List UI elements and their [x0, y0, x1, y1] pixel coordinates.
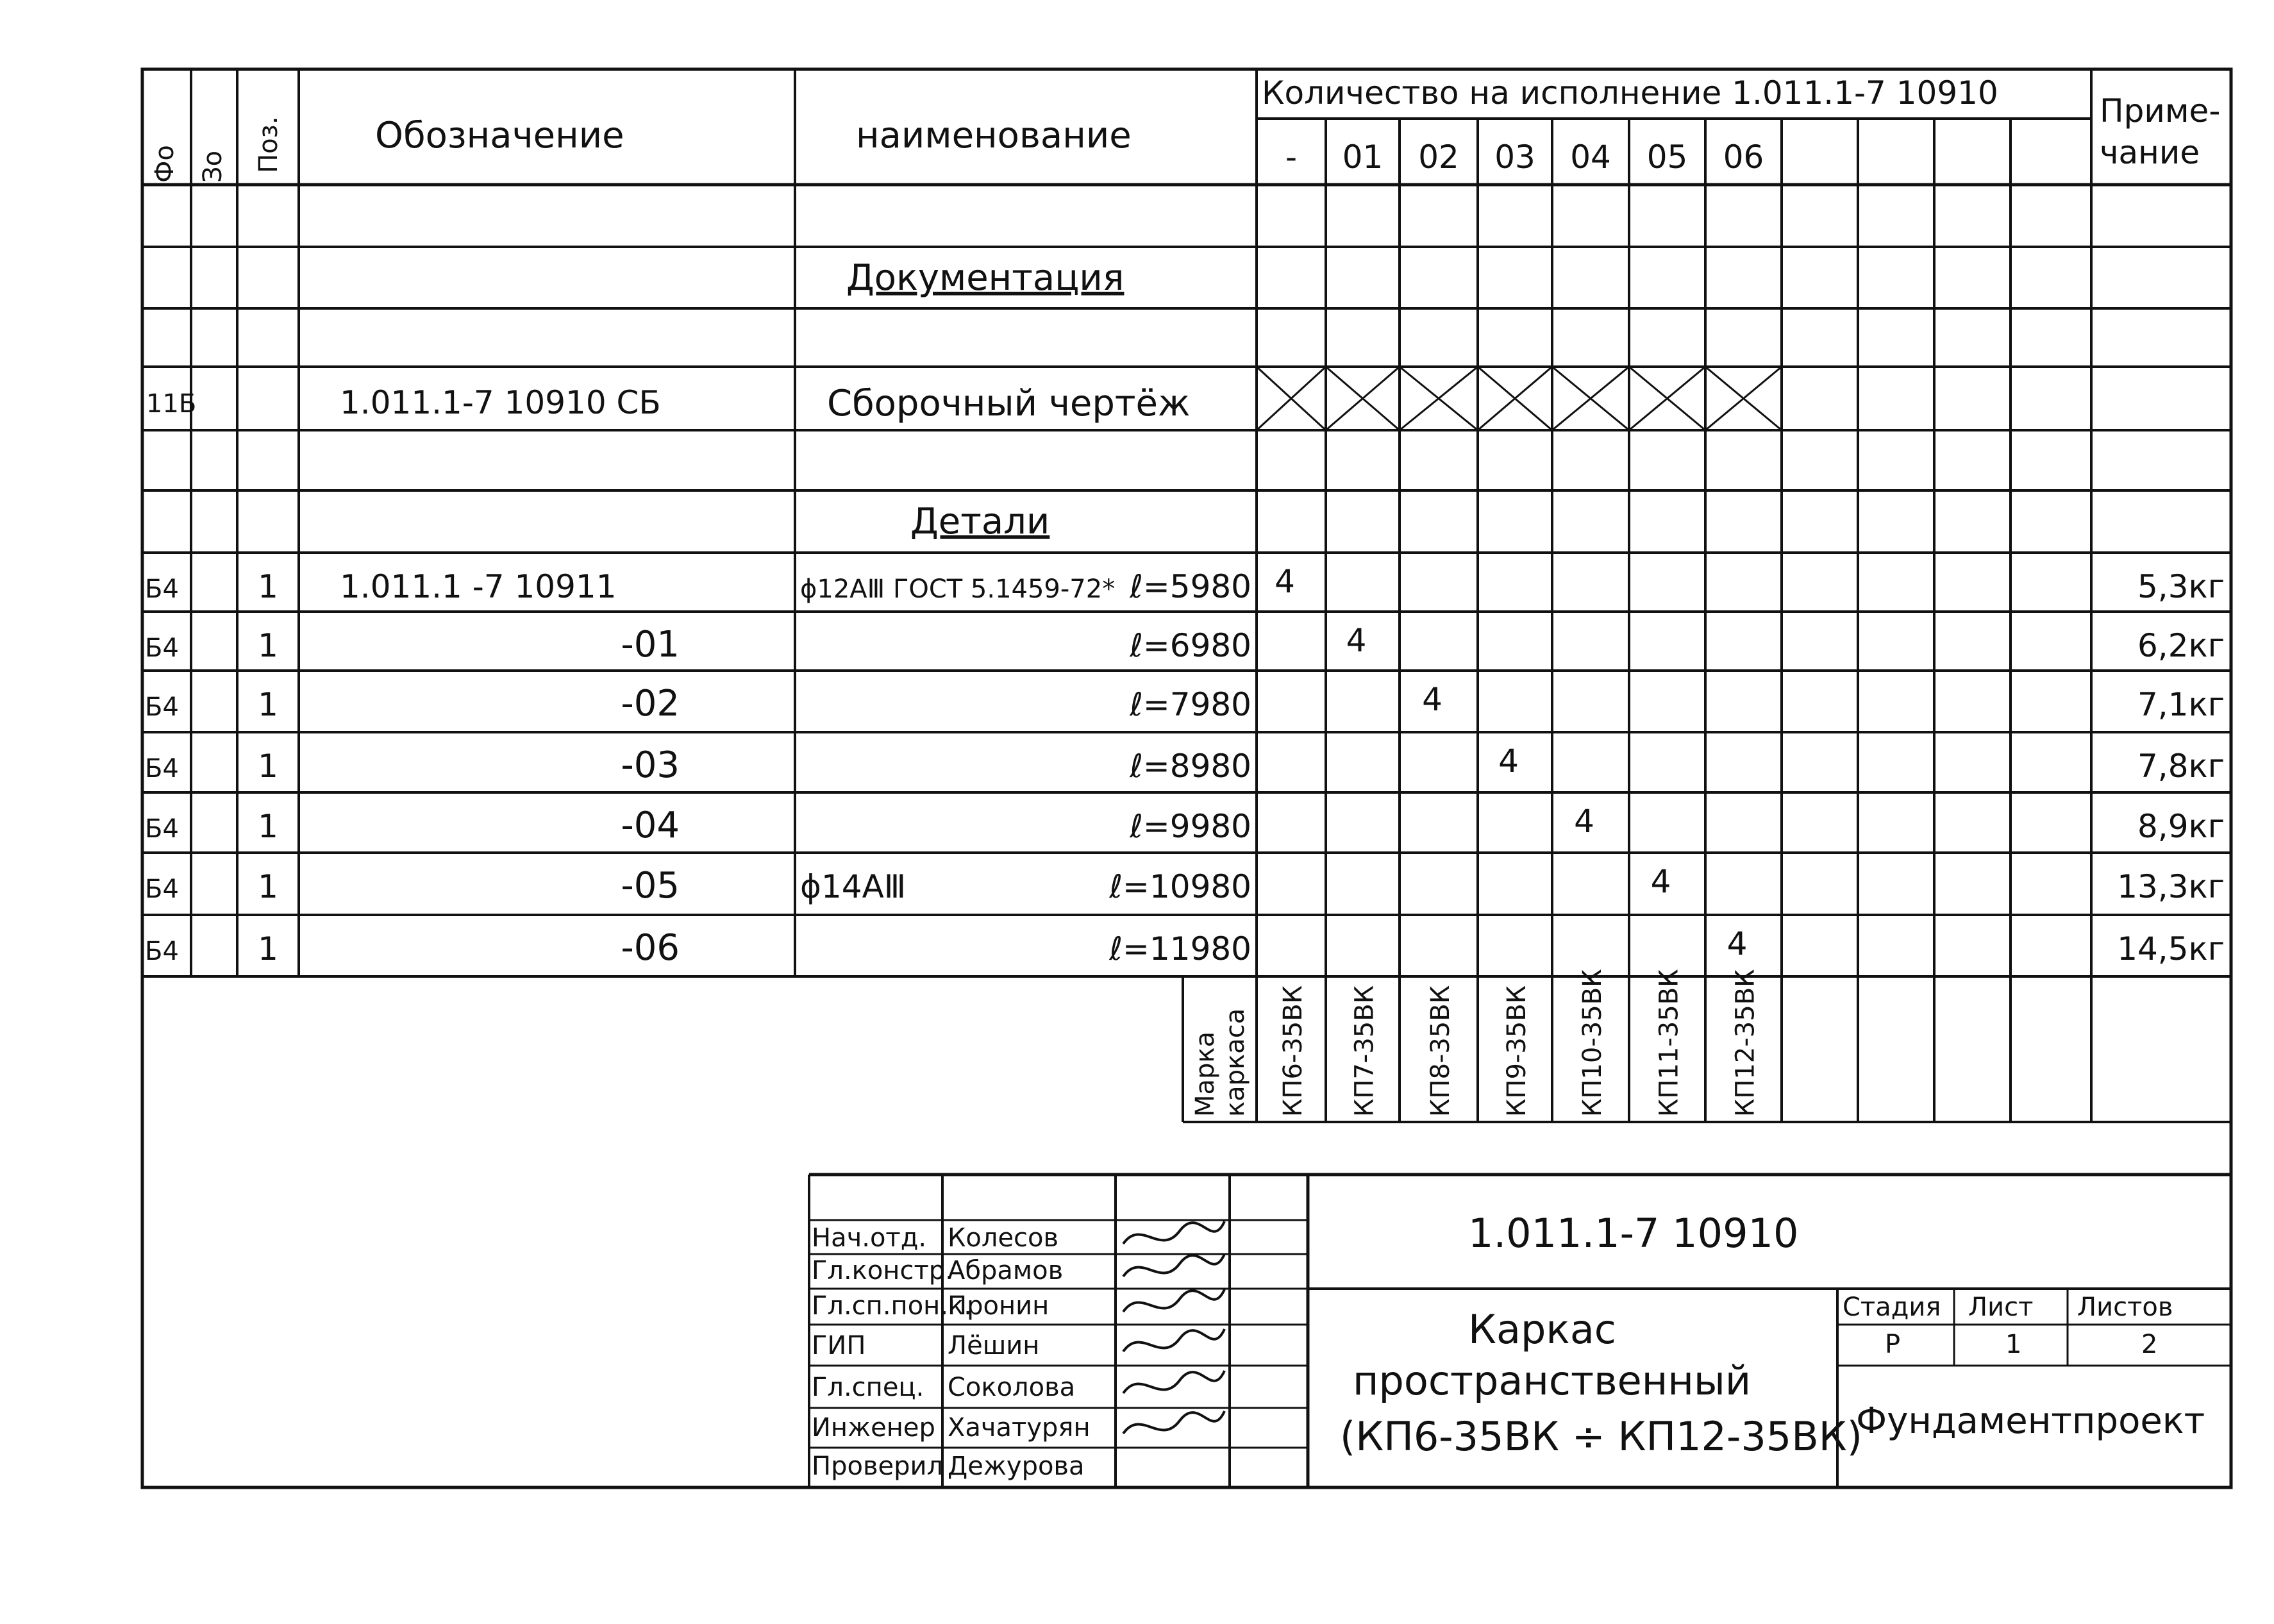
mark-item: КП10-35ВК [1578, 969, 1607, 1117]
row-pos: 1 [258, 868, 278, 905]
variant-header-2: 02 [1418, 138, 1459, 176]
row-format: Б4 [145, 754, 179, 783]
table-row [145, 863, 2225, 907]
person-role: Нач.отд. [812, 1223, 927, 1253]
organization: Фундаментпроект [1856, 1400, 2205, 1442]
person-role: Инженер [812, 1413, 935, 1443]
row-length: ℓ=6980 [1130, 627, 1251, 664]
mark-item: КП9-35ВК [1502, 985, 1532, 1117]
table-row [145, 742, 2225, 786]
variant-header-0: - [1285, 138, 1298, 176]
sheet-label: Лист [1968, 1293, 2034, 1322]
row-length: ℓ=10980 [1109, 868, 1251, 905]
row-qty: 4 [1726, 925, 1748, 962]
person-name: Дежурова [948, 1452, 1085, 1481]
person-row [812, 1289, 1225, 1321]
person-row [812, 1254, 1225, 1285]
row-note: 14,5кг [2117, 930, 2225, 967]
row-designation: -05 [621, 865, 680, 907]
row-qty: 4 [1422, 681, 1442, 718]
header-note-line2: чание [2100, 134, 2200, 171]
row-format: Б4 [145, 937, 179, 966]
marks-items [1278, 969, 1760, 1117]
row-pos: 1 [258, 568, 278, 605]
sheet-value: 1 [2005, 1330, 2022, 1359]
row-designation: -02 [621, 683, 680, 724]
table-row [145, 563, 2225, 605]
row-note: 13,3кг [2117, 868, 2225, 905]
row-qty: 4 [1650, 863, 1671, 900]
row-designation: -06 [621, 927, 680, 969]
signature [1123, 1289, 1225, 1312]
person-role: ГИП [812, 1331, 866, 1360]
row-pos: 1 [258, 808, 278, 845]
signature [1123, 1254, 1225, 1277]
row-designation: -01 [621, 624, 680, 666]
header-zone: Зо [198, 150, 228, 183]
row-designation: -04 [621, 805, 680, 846]
person-role: Гл.спец. [812, 1373, 924, 1402]
row-format: Б4 [145, 875, 179, 904]
signature [1123, 1221, 1225, 1244]
doc-name: Сборочный чертёж [827, 383, 1191, 424]
header-quantity-title: Количество на исполнение 1.011.1-7 10910 [1262, 74, 1998, 112]
person-row [812, 1221, 1225, 1253]
section-details: Детали [910, 501, 1050, 542]
row-note: 6,2кг [2137, 627, 2225, 664]
header-designation: Обозначение [375, 115, 624, 156]
row-format: Б4 [145, 574, 179, 604]
table-row [145, 925, 2225, 969]
person-name: Соколова [948, 1373, 1076, 1402]
variant-header-4: 04 [1570, 138, 1611, 176]
row-designation: 1.011.1 -7 10911 [340, 568, 617, 605]
row-length: ℓ=11980 [1109, 930, 1251, 967]
variant-header-3: 03 [1494, 138, 1535, 176]
person-role: Гл.констр. [812, 1256, 953, 1285]
signature [1123, 1371, 1225, 1393]
mark-item: КП7-35ВК [1350, 985, 1380, 1117]
row-length: ℓ=5980 [1130, 568, 1251, 605]
variant-headers [1285, 138, 1764, 176]
row-note: 8,9кг [2137, 808, 2225, 845]
person-row [812, 1371, 1225, 1402]
stage-label: Стадия [1843, 1293, 1941, 1322]
title-line3: (КП6-35ВК ÷ КП12-35ВК) [1340, 1413, 1862, 1460]
row-name: ϕ12АⅢ ГОСТ 5.1459-72* [800, 574, 1116, 604]
title-block [812, 1210, 2205, 1481]
person-name: Хачатурян [948, 1413, 1091, 1443]
mark-item: КП8-35ВК [1426, 985, 1455, 1117]
row-qty: 4 [1498, 742, 1519, 780]
detail-rows [145, 563, 2225, 969]
person-row [812, 1329, 1225, 1360]
row-length: ℓ=9980 [1130, 808, 1251, 845]
doc-code: 1.011.1-7 10910 [1468, 1210, 1799, 1257]
row-note: 7,8кг [2137, 748, 2225, 785]
person-name: Лёшин [948, 1331, 1040, 1360]
doc-row [146, 383, 1190, 424]
table-row [145, 681, 2225, 724]
row-note: 5,3кг [2137, 568, 2225, 605]
doc-format: 11Б [146, 389, 197, 419]
person-row [812, 1452, 1085, 1481]
title-line1: Каркас [1468, 1306, 1616, 1353]
section-documentation: Документация [846, 257, 1124, 299]
header-name: наименование [856, 115, 1132, 156]
mark-item: КП11-35ВК [1654, 969, 1684, 1117]
mark-item: КП6-35ВК [1278, 985, 1308, 1117]
marks-row [1191, 969, 1760, 1117]
stage-value: Р [1885, 1330, 1901, 1359]
row-pos: 1 [258, 748, 278, 785]
person-role: Гл.сп.пон.к. [812, 1291, 972, 1321]
row-format: Б4 [145, 814, 179, 844]
table-row [145, 622, 2225, 666]
signature [1123, 1411, 1225, 1434]
person-name: Абрамов [948, 1256, 1064, 1285]
person-name: Пронин [948, 1291, 1049, 1321]
row-format: Б4 [145, 633, 179, 663]
row-name: ϕ14АⅢ [800, 868, 907, 905]
header-note-line1: Приме- [2100, 92, 2221, 130]
row-pos: 1 [258, 627, 278, 664]
row-length: ℓ=8980 [1130, 748, 1251, 785]
row-pos: 1 [258, 686, 278, 723]
sheets-value: 2 [2141, 1330, 2158, 1359]
person-role: Проверил [812, 1452, 944, 1481]
sheets-label: Листов [2077, 1293, 2173, 1322]
table-row [145, 803, 2225, 846]
row-designation: -03 [621, 744, 680, 786]
title-line2: пространственный [1353, 1357, 1751, 1404]
marks-label-line1: Марка [1191, 1031, 1220, 1117]
row-qty: 4 [1346, 622, 1367, 659]
variant-header-6: 06 [1723, 138, 1764, 176]
crossed-cells [1257, 367, 1782, 430]
row-qty: 4 [1574, 803, 1594, 840]
row-format: Б4 [145, 692, 179, 722]
marks-label-line2: каркаса [1221, 1008, 1250, 1117]
variant-header-1: 01 [1342, 138, 1384, 176]
row-note: 7,1кг [2137, 686, 2225, 723]
row-length: ℓ=7980 [1130, 686, 1251, 723]
row-qty: 4 [1275, 563, 1295, 600]
header-format: Фо [150, 145, 180, 183]
variant-header-5: 05 [1646, 138, 1688, 176]
row-pos: 1 [258, 930, 278, 967]
header-pos: Поз. [254, 116, 283, 173]
signature [1123, 1329, 1225, 1352]
person-row [812, 1411, 1225, 1443]
mark-item: КП12-35ВК [1730, 969, 1760, 1117]
person-name: Колесов [948, 1223, 1059, 1253]
doc-designation: 1.011.1-7 10910 СБ [340, 384, 661, 421]
table-header [150, 74, 2220, 183]
people-rows [812, 1221, 1225, 1481]
